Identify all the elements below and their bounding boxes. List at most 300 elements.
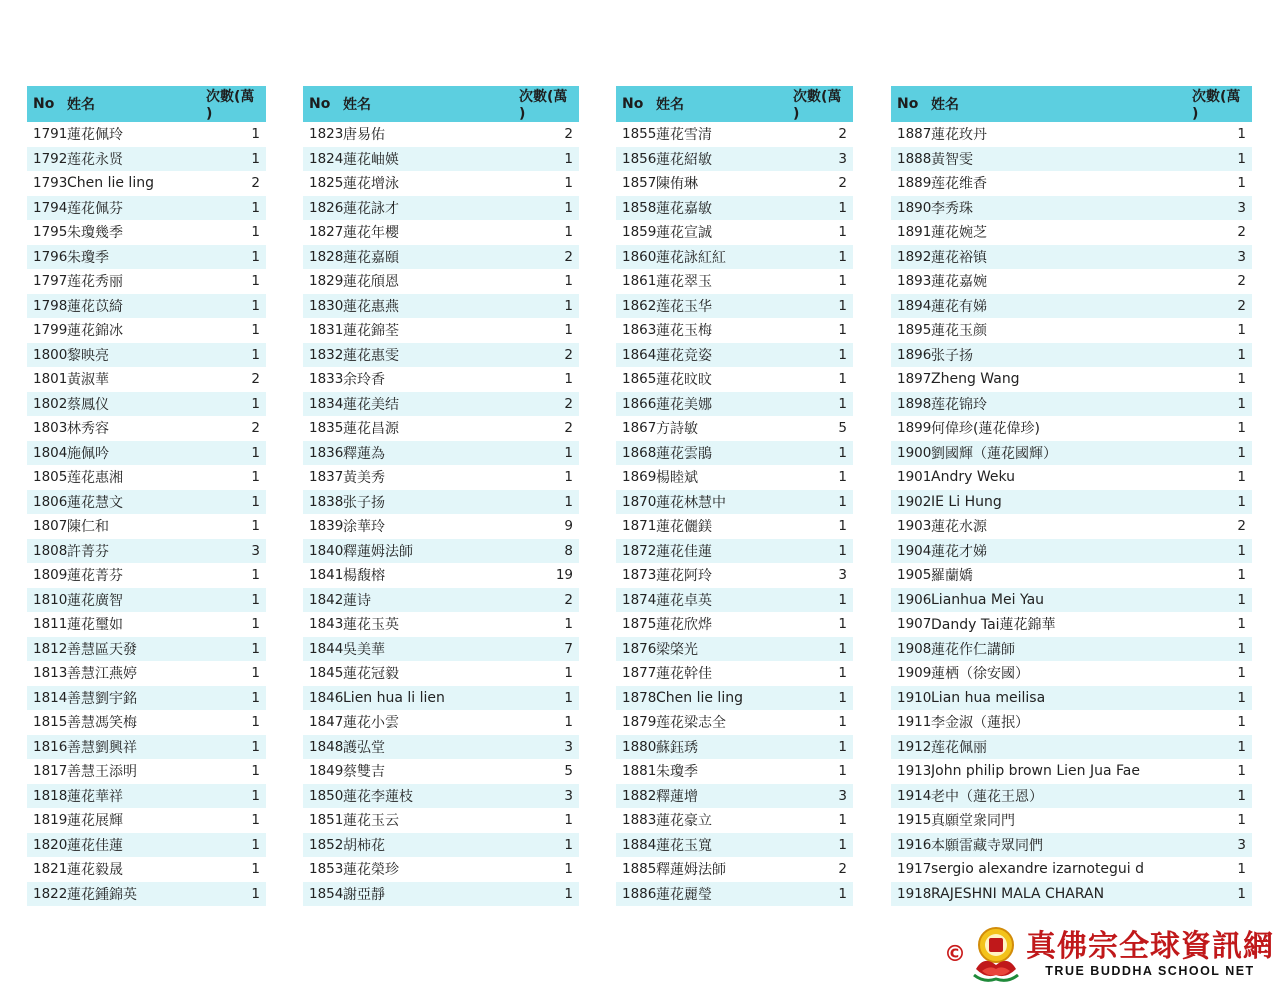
table-row xyxy=(27,661,266,686)
header-count: 次數(萬 ) xyxy=(793,86,853,122)
count-value: 1 xyxy=(1192,735,1252,760)
count-value: 1 xyxy=(793,196,853,221)
donor-name: 羅蘭嬌 xyxy=(931,568,973,585)
donor-name: 蓮花玉寬 xyxy=(656,833,793,858)
row-number: 1883 xyxy=(622,812,656,829)
count-value: 2 xyxy=(564,420,573,437)
donor-name: 蓮花璽如 xyxy=(67,617,123,634)
donor-name: 蓮花阿玲 xyxy=(656,568,712,585)
donor-name: 蓮花豪立 xyxy=(656,813,712,830)
row-number: 1900 xyxy=(891,441,931,466)
table-row xyxy=(891,661,1252,686)
table-row xyxy=(616,563,853,588)
row-number: 1895 xyxy=(897,322,931,339)
donor-name: 蓮花有娣 xyxy=(931,294,1192,319)
row-number: 1881 xyxy=(622,763,656,780)
donor-name: 朱瓊季 xyxy=(656,764,698,781)
row-number: 1811 xyxy=(33,616,67,633)
donor-name: 蔡鳳仪 xyxy=(67,392,206,417)
count-value: 1 xyxy=(1237,126,1246,143)
count-value: 1 xyxy=(838,224,847,241)
donor-name: 蓮花美娜 xyxy=(656,392,793,417)
count-value: 1 xyxy=(793,588,853,613)
count-value: 1 xyxy=(564,371,573,388)
row-number: 1833 xyxy=(309,371,343,388)
count-value: 1 xyxy=(838,665,847,682)
donor-name: 楊睦斌 xyxy=(656,470,698,487)
count-value: 1 xyxy=(1237,175,1246,192)
count-value: 1 xyxy=(1192,392,1252,417)
table-row xyxy=(616,857,853,882)
table-row xyxy=(303,392,579,417)
row-number: 1795 xyxy=(33,224,67,241)
table-row xyxy=(303,465,579,490)
donor-name: 蓮花佩玲 xyxy=(67,127,123,144)
donor-name: 真願堂衆同門 xyxy=(931,813,1015,830)
row-number: 1852 xyxy=(303,833,343,858)
table-row xyxy=(891,784,1252,809)
count-value: 1 xyxy=(1237,371,1246,388)
donor-name: 张子扬 xyxy=(343,490,519,515)
count-value: 1 xyxy=(1192,490,1252,515)
header-no: No xyxy=(616,86,656,122)
donor-name: 涂華玲 xyxy=(343,519,385,536)
donor-name: 朱瓊幾季 xyxy=(67,225,123,242)
donor-name: 黃淑華 xyxy=(67,372,109,389)
count-value: 1 xyxy=(206,686,266,711)
row-number: 1793 xyxy=(33,175,67,192)
donor-name: 劉國輝（蓮花國輝） xyxy=(931,441,1192,466)
count-value: 1 xyxy=(206,147,266,172)
count-value: 1 xyxy=(251,812,260,829)
row-number: 1853 xyxy=(309,861,343,878)
donor-name: 莲花永贤 xyxy=(67,147,206,172)
count-value: 1 xyxy=(838,273,847,290)
donor-name: 黃智雯 xyxy=(931,147,1192,172)
donor-name: 蓮花慧文 xyxy=(67,490,206,515)
count-value: 5 xyxy=(838,420,847,437)
table-row xyxy=(891,710,1252,735)
count-value: 1 xyxy=(564,812,573,829)
table-row xyxy=(891,318,1252,343)
row-number: 1878 xyxy=(616,686,656,711)
count-value: 1 xyxy=(206,588,266,613)
count-value: 1 xyxy=(793,294,853,319)
table-row xyxy=(27,122,266,147)
count-value: 1 xyxy=(1237,812,1246,829)
table-row xyxy=(616,220,853,245)
table-row xyxy=(303,784,579,809)
count-value: 3 xyxy=(793,784,853,809)
table-row xyxy=(27,857,266,882)
count-value: 1 xyxy=(564,616,573,633)
table-row xyxy=(303,294,579,319)
table-row xyxy=(891,490,1252,515)
donor-name: Andry Weku xyxy=(931,469,1016,486)
row-number: 1906 xyxy=(891,588,931,613)
donor-name: 謝亞靜 xyxy=(343,882,519,907)
table-row xyxy=(891,392,1252,417)
table-row xyxy=(891,539,1252,564)
count-value: 1 xyxy=(1237,861,1246,878)
row-number: 1843 xyxy=(309,616,343,633)
donor-name: 蓮栖（徐安國） xyxy=(931,666,1029,683)
table-row xyxy=(303,367,579,392)
count-value: 1 xyxy=(793,392,853,417)
row-number: 1915 xyxy=(897,812,931,829)
count-value: 2 xyxy=(519,343,579,368)
table-row xyxy=(303,171,579,196)
row-number: 1825 xyxy=(309,175,343,192)
table-row xyxy=(616,735,853,760)
row-number: 1876 xyxy=(616,637,656,662)
table-row xyxy=(616,245,853,270)
count-value: 1 xyxy=(564,714,573,731)
donor-name: 善慧江燕婷 xyxy=(67,666,137,683)
row-number: 1798 xyxy=(27,294,67,319)
row-number: 1918 xyxy=(891,882,931,907)
donor-name: 蓮花鍾錦英 xyxy=(67,882,206,907)
donor-name: 蓮花錦冰 xyxy=(67,323,123,340)
count-value: 1 xyxy=(564,175,573,192)
table-row xyxy=(303,759,579,784)
table-row xyxy=(303,269,579,294)
table-row xyxy=(891,637,1252,662)
row-number: 1837 xyxy=(309,469,343,486)
donor-name: 蓮花卓英 xyxy=(656,588,793,613)
count-value: 3 xyxy=(1192,833,1252,858)
table-row xyxy=(616,196,853,221)
count-value: 3 xyxy=(519,784,579,809)
donor-name: 蓮花旼旼 xyxy=(656,372,712,389)
table-row xyxy=(891,514,1252,539)
donor-name: 梁棨光 xyxy=(656,637,793,662)
count-value: 1 xyxy=(793,882,853,907)
count-value: 1 xyxy=(1237,322,1246,339)
donor-name: 张子扬 xyxy=(931,343,1192,368)
row-number: 1857 xyxy=(622,175,656,192)
table-row xyxy=(27,514,266,539)
donor-name: 陳仁和 xyxy=(67,519,109,536)
table-row xyxy=(27,196,266,221)
donor-name: 老中（蓮花王恩） xyxy=(931,784,1192,809)
donor-name: 護弘堂 xyxy=(343,735,519,760)
table-row xyxy=(616,808,853,833)
count-value: 1 xyxy=(251,861,260,878)
donor-name: 莲花锦玲 xyxy=(931,392,1192,417)
table-row xyxy=(891,220,1252,245)
table-row xyxy=(303,490,579,515)
row-number: 1869 xyxy=(622,469,656,486)
count-value: 1 xyxy=(793,833,853,858)
header-count: 次數(萬 ) xyxy=(1192,86,1252,122)
donor-name: 蓮花惠燕 xyxy=(343,294,519,319)
table-row xyxy=(616,416,853,441)
row-number: 1816 xyxy=(27,735,67,760)
table-row xyxy=(616,441,853,466)
count-value: 1 xyxy=(251,469,260,486)
count-value: 2 xyxy=(838,126,847,143)
donor-name: 蓮花才娣 xyxy=(931,539,1192,564)
lotus-emblem-icon xyxy=(970,925,1022,983)
count-value: 1 xyxy=(838,616,847,633)
table-row xyxy=(616,882,853,907)
count-value: 1 xyxy=(206,245,266,270)
row-number: 1854 xyxy=(303,882,343,907)
table-row xyxy=(27,441,266,466)
count-value: 2 xyxy=(564,126,573,143)
donor-name: 蓮花詠才 xyxy=(343,196,519,221)
table-row xyxy=(891,465,1252,490)
count-value: 1 xyxy=(519,490,579,515)
count-value: 1 xyxy=(519,147,579,172)
count-value: 1 xyxy=(1237,567,1246,584)
donor-name: 蓮花欣烨 xyxy=(656,617,712,634)
count-value: 1 xyxy=(251,126,260,143)
row-number: 1812 xyxy=(27,637,67,662)
table-row xyxy=(616,269,853,294)
table-row xyxy=(891,441,1252,466)
table-row xyxy=(303,245,579,270)
row-number: 1839 xyxy=(309,518,343,535)
count-value: 1 xyxy=(519,196,579,221)
count-value: 3 xyxy=(519,735,579,760)
row-number: 1851 xyxy=(309,812,343,829)
table-row xyxy=(303,588,579,613)
table-row xyxy=(27,637,266,662)
row-number: 1817 xyxy=(33,763,67,780)
donor-name: 莲花佩丽 xyxy=(931,735,1192,760)
count-value: 1 xyxy=(251,322,260,339)
row-number: 1806 xyxy=(27,490,67,515)
table-row xyxy=(27,147,266,172)
count-value: 1 xyxy=(251,567,260,584)
donor-name: 吳美華 xyxy=(343,637,519,662)
header-name: 姓名 xyxy=(656,86,793,122)
table-row xyxy=(616,490,853,515)
row-number: 1871 xyxy=(622,518,656,535)
table-row xyxy=(303,637,579,662)
table-row xyxy=(27,171,266,196)
row-number: 1841 xyxy=(309,567,343,584)
count-value: 1 xyxy=(206,196,266,221)
donor-name: 李金淑（蓮抿） xyxy=(931,715,1029,732)
row-number: 1861 xyxy=(622,273,656,290)
header-count: 次數(萬 ) xyxy=(206,86,266,122)
donor-table-1 xyxy=(27,86,266,906)
donor-name: 蓮花玉云 xyxy=(343,813,399,830)
table-row xyxy=(27,833,266,858)
row-number: 1911 xyxy=(897,714,931,731)
row-number: 1877 xyxy=(622,665,656,682)
table-row xyxy=(303,416,579,441)
donor-name: John philip brown Lien Jua Fae xyxy=(931,763,1140,780)
count-value: 1 xyxy=(206,441,266,466)
count-value: 1 xyxy=(1192,441,1252,466)
count-value: 1 xyxy=(793,637,853,662)
donor-name: 蓮花榮珍 xyxy=(343,862,399,879)
count-value: 1 xyxy=(838,322,847,339)
table-row xyxy=(27,367,266,392)
row-number: 1800 xyxy=(27,343,67,368)
footer xyxy=(944,923,1274,985)
row-number: 1912 xyxy=(891,735,931,760)
row-number: 1823 xyxy=(309,126,343,143)
row-number: 1894 xyxy=(891,294,931,319)
donor-name: 蔡雙吉 xyxy=(343,764,385,781)
table-row xyxy=(27,318,266,343)
table-row xyxy=(27,612,266,637)
donor-name: 蓮花廣智 xyxy=(67,588,206,613)
copyright-symbol: © xyxy=(944,941,966,967)
count-value: 1 xyxy=(1237,420,1246,437)
row-number: 1901 xyxy=(897,469,931,486)
row-number: 1891 xyxy=(897,224,931,241)
row-number: 1889 xyxy=(897,175,931,192)
row-number: 1838 xyxy=(303,490,343,515)
count-value: 1 xyxy=(206,343,266,368)
donor-name: 朱瓊季 xyxy=(67,245,206,270)
table-row xyxy=(303,147,579,172)
donor-name: 許菁芬 xyxy=(67,539,206,564)
donor-name: 蓮花水源 xyxy=(931,519,987,536)
table-row xyxy=(303,196,579,221)
count-value: 1 xyxy=(564,469,573,486)
row-number: 1792 xyxy=(27,147,67,172)
count-value: 1 xyxy=(251,714,260,731)
donor-name: 蓮花婉芝 xyxy=(931,225,987,242)
row-number: 1907 xyxy=(897,616,931,633)
donor-name: 陳侑琳 xyxy=(656,176,698,193)
count-value: 1 xyxy=(564,861,573,878)
row-number: 1840 xyxy=(303,539,343,564)
row-number: 1862 xyxy=(616,294,656,319)
table-row xyxy=(616,465,853,490)
count-value: 1 xyxy=(1237,665,1246,682)
donor-name: Lien hua li lien xyxy=(343,686,519,711)
donor-name: 蓮花增泳 xyxy=(343,176,399,193)
table-row xyxy=(616,710,853,735)
row-number: 1886 xyxy=(616,882,656,907)
table-row xyxy=(891,269,1252,294)
row-number: 1850 xyxy=(303,784,343,809)
table-row xyxy=(616,612,853,637)
donor-name: 蓮花錦荃 xyxy=(343,323,399,340)
table-row xyxy=(616,588,853,613)
count-value: 1 xyxy=(1237,616,1246,633)
table-header-row xyxy=(891,86,1252,122)
table-row xyxy=(27,416,266,441)
count-value: 9 xyxy=(564,518,573,535)
table-row xyxy=(891,294,1252,319)
table-row xyxy=(616,759,853,784)
table-row xyxy=(27,465,266,490)
count-value: 1 xyxy=(838,812,847,829)
row-number: 1855 xyxy=(622,126,656,143)
table-row xyxy=(616,392,853,417)
count-value: 1 xyxy=(519,441,579,466)
donor-name: 蓮诗 xyxy=(343,588,519,613)
brand-name-chinese: 真佛宗全球資訊網 xyxy=(1026,929,1274,964)
donor-name: 楊馥榕 xyxy=(343,568,385,585)
brand-logo[interactable] xyxy=(970,925,1274,983)
donor-name: 何偉珍(蓮花偉珍) xyxy=(931,421,1040,438)
donor-name: 蓮花儷鎂 xyxy=(656,519,712,536)
count-value: 1 xyxy=(206,882,266,907)
table-row xyxy=(891,416,1252,441)
row-number: 1887 xyxy=(897,126,931,143)
table-row xyxy=(616,784,853,809)
table-row xyxy=(303,710,579,735)
header-name: 姓名 xyxy=(931,86,1192,122)
table-row xyxy=(303,343,579,368)
count-value: 1 xyxy=(519,294,579,319)
donor-name: 善慧劉宇銘 xyxy=(67,686,206,711)
donor-name: Dandy Tai蓮花錦華 xyxy=(931,617,1056,634)
table-row xyxy=(616,294,853,319)
row-number: 1904 xyxy=(891,539,931,564)
row-number: 1905 xyxy=(897,567,931,584)
count-value: 1 xyxy=(1192,882,1252,907)
table-row xyxy=(27,882,266,907)
row-number: 1870 xyxy=(616,490,656,515)
donor-name: 蓮花詠紅紅 xyxy=(656,245,793,270)
row-number: 1867 xyxy=(622,420,656,437)
table-header-row xyxy=(616,86,853,122)
donor-name: 本願雷藏寺眾同們 xyxy=(931,833,1192,858)
row-number: 1885 xyxy=(622,861,656,878)
donor-name: Lian hua meilisa xyxy=(931,686,1192,711)
table-row xyxy=(616,171,853,196)
donor-name: 蘇鈺琇 xyxy=(656,735,793,760)
count-value: 1 xyxy=(251,273,260,290)
table-row xyxy=(303,318,579,343)
donor-name: 蓮花美结 xyxy=(343,392,519,417)
donor-name: 善慧王添明 xyxy=(67,764,137,781)
count-value: 3 xyxy=(1192,196,1252,221)
row-number: 1807 xyxy=(33,518,67,535)
donor-name: 釋蓮為 xyxy=(343,441,519,466)
row-number: 1892 xyxy=(891,245,931,270)
count-value: 3 xyxy=(206,539,266,564)
donor-name: Lianhua Mei Yau xyxy=(931,588,1192,613)
count-value: 1 xyxy=(519,833,579,858)
count-value: 1 xyxy=(206,294,266,319)
count-value: 1 xyxy=(793,245,853,270)
donor-name: Chen lie ling xyxy=(656,686,793,711)
row-number: 1827 xyxy=(309,224,343,241)
row-number: 1893 xyxy=(897,273,931,290)
row-number: 1826 xyxy=(303,196,343,221)
table-header-row xyxy=(303,86,579,122)
donor-name: 蓮花宣誠 xyxy=(656,225,712,242)
table-row xyxy=(27,808,266,833)
count-value: 1 xyxy=(793,539,853,564)
table-row xyxy=(27,759,266,784)
count-value: 1 xyxy=(838,763,847,780)
row-number: 1814 xyxy=(27,686,67,711)
count-value: 1 xyxy=(1192,686,1252,711)
table-row xyxy=(303,661,579,686)
donor-table-2 xyxy=(303,86,579,906)
donor-name: 蓮花小雲 xyxy=(343,715,399,732)
row-number: 1809 xyxy=(33,567,67,584)
count-value: 1 xyxy=(206,833,266,858)
table-row xyxy=(616,833,853,858)
table-row xyxy=(303,563,579,588)
count-value: 2 xyxy=(251,420,260,437)
row-number: 1897 xyxy=(897,371,931,388)
